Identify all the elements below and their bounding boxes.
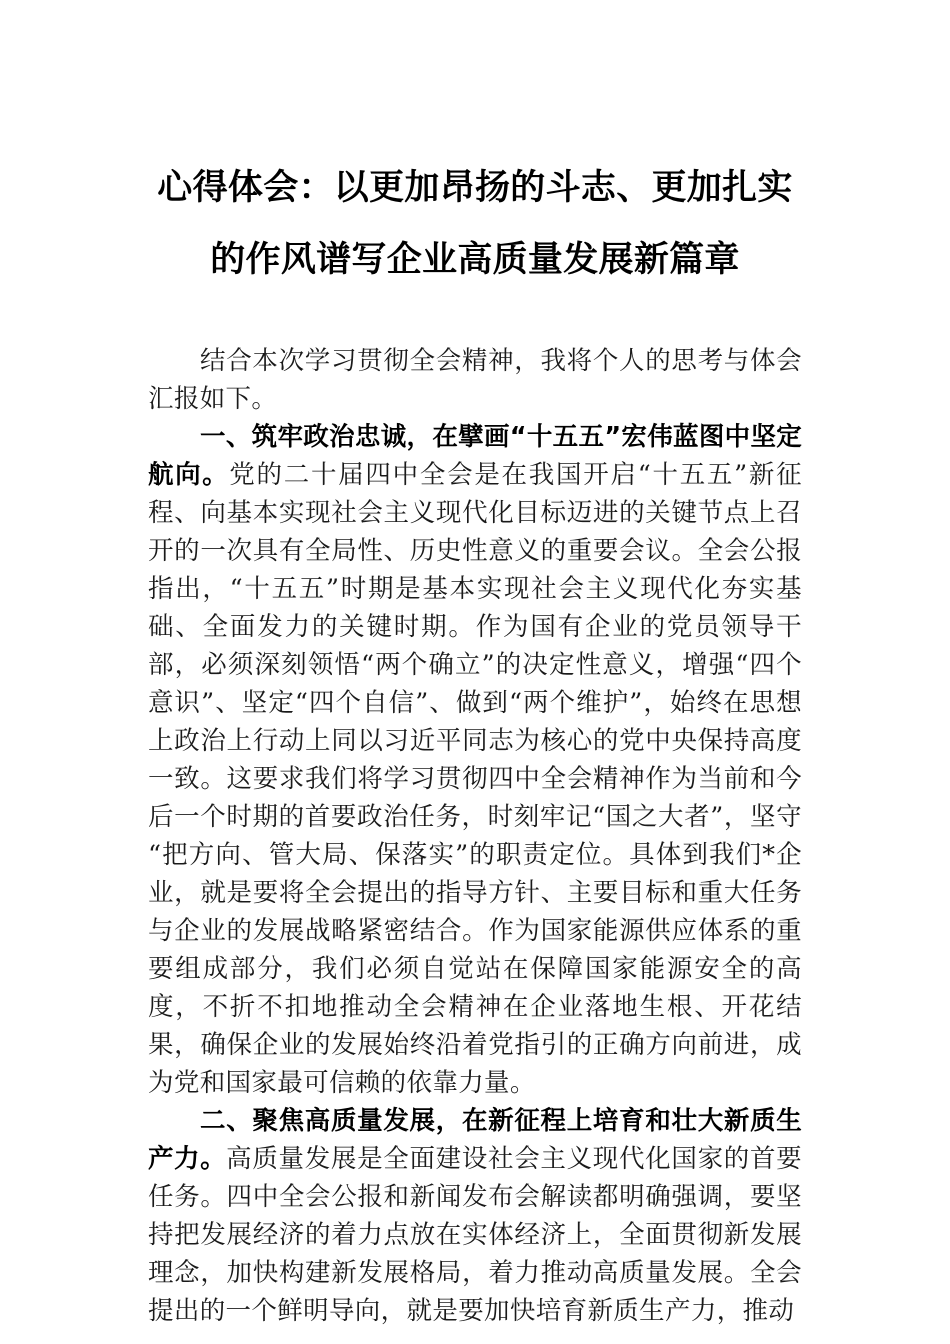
section-body-one: 党的二十届四中全会是在我国开启“十五五”新征程、向基本实现社会主义现代化目标迈进的关键节点上召开的一次具有全局性、历史性意义的重要会议。全会公报指出，“十五五”时期是基本实现社会主义现代化夯实基础、全面发力的关键时期。作为国有企业的党员领导干部，必须深刻领悟“两个确立”的决定性意义，增强“四个意识”、坚定“四个自信”、做到“两个维护”，始终在思想上政治上行动上同以习近平同志为核心的党中央保持高度一致。这要求我们将学习贯彻四中全会精神作为当前和今后一个时期的首要政治任务，时刻牢记“国之大者”，坚守“把方向、管大局、保落实”的职责定位。具体到我们*企业，就是要将全会提出的指导方针、主要目标和重大任务与企业的发展战略紧密结合。作为国家能源供应体系的重要组成部分，我们必须自觉站在保障国家能源安全的高度，不折不扣地推动全会精神在企业落地生根、开花结果，确保企业的发展始终沿着党指引的正确方向前进，成为党和国家最可信赖的依靠力量。 [148, 460, 802, 1098]
page-title-line-2: 的作风谱写企业高质量发展新篇章 [210, 239, 740, 280]
page-title-line-1: 心得体会：以更加昂扬的斗志、更加扎实 [157, 167, 793, 208]
paragraph-section-one [148, 418, 802, 1102]
paragraph-intro-body: 结合本次学习贯彻全会精神，我将个人的思考与体会汇报如下。 [148, 346, 802, 414]
document-content [148, 152, 802, 1330]
section-heading-one: 一、筑牢政治忠诚，在擘画“十五五”宏伟蓝图中坚定航向。 [148, 422, 802, 490]
paragraph-intro [148, 342, 802, 418]
section-body-two: 高质量发展是全面建设社会主义现代化国家的首要任务。四中全会公报和新闻发布会解读都明确强调，要坚持把发展经济的着力点放在实体经济上，全面贯彻新发展理念，加快构建新发展格局，着力推动高质量发展。全会提出的一个鲜明导向，就是要加快培育新质生产力，推动 [148, 1144, 802, 1326]
page-title [148, 152, 802, 296]
paragraph-section-two [148, 1102, 802, 1330]
title-body-spacer [148, 296, 802, 342]
section-heading-two: 二、聚焦高质量发展，在新征程上培育和壮大新质生产力。 [148, 1106, 802, 1174]
